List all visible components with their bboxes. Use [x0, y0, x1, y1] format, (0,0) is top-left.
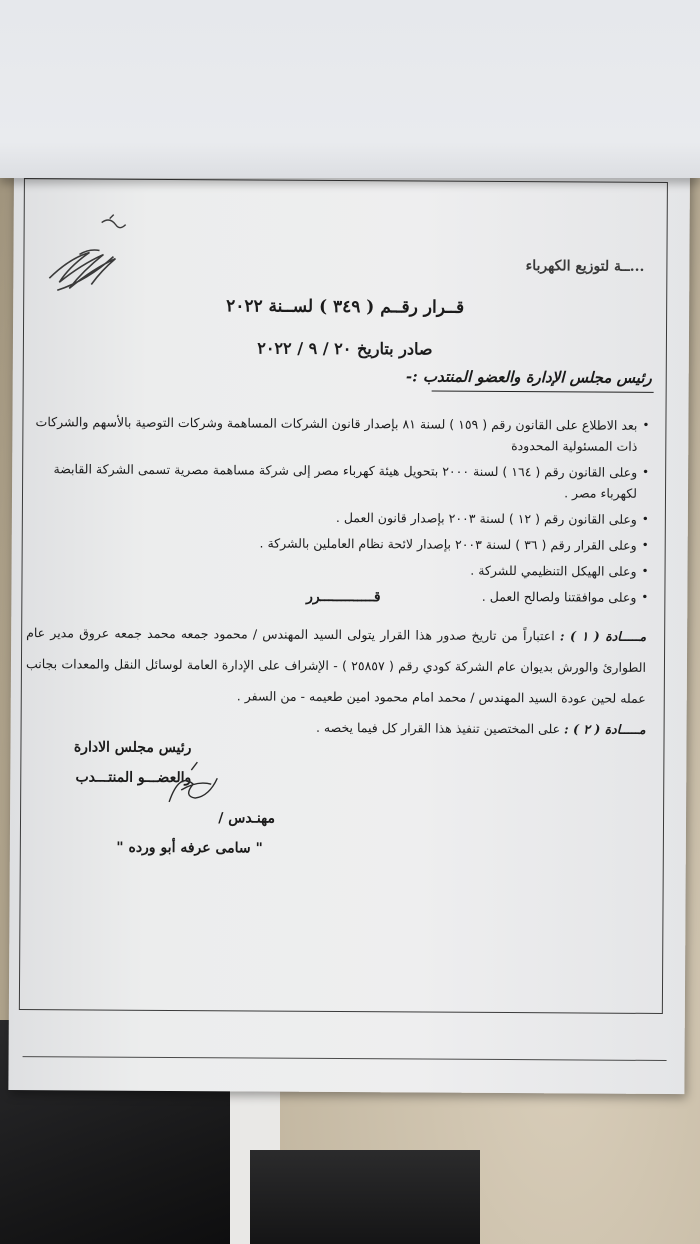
- overlapping-blank-sheet: [0, 0, 700, 178]
- preamble-item: • وعلى موافقتنا ولصالح العمل .: [28, 583, 646, 608]
- engineer-prefix: مهنـدس /: [218, 810, 276, 827]
- articles-body: [25, 617, 646, 745]
- chair-heading: رئيس مجلس الإدارة والعضو المنتدب :-: [405, 367, 652, 387]
- signer-name: " سامى عرفه أبو ورده ": [116, 839, 263, 857]
- preamble-item: • وعلى القرار رقم ( ٣٦ ) لسنة ٢٠٠٣ بإصدار لائحة نظام العاملين بالشركة .: [29, 531, 647, 556]
- company-header: ...ــة لتوزيع الكهرباء: [525, 258, 645, 275]
- article-2-text: على المختصين تنفيذ هذا القرار كل فيما يخصه .: [315, 719, 561, 737]
- heading-underline: [432, 391, 654, 393]
- article-1-text: اعتباراً من تاريخ صدور هذا القرار يتولى السيد المهندس / محمود جمعه محمد جمعه عروق مدير عام الطوارئ والورش بديوان عام الشركة كودي رقم ( ٢٥٨٥٧ ) - الإشراف على الإدارة العامة لوسائل النقل والمعدات بجانب عمله لحين عودة السيد المهندس / محمد امام محمود امين طعيمه - من السفر .: [25, 625, 647, 706]
- decision-document-page: [8, 168, 690, 1094]
- bottom-rule: [23, 1056, 667, 1061]
- article-1: [26, 617, 647, 714]
- article-2-label: مـــــادة ( ٢ ) :: [564, 721, 646, 737]
- decided-heading: قـــــــــــــرر: [306, 588, 381, 606]
- document-border-frame: [19, 178, 668, 1014]
- issue-date: صادر بتاريخ ٢٠ / ٩ / ٢٠٢٢: [257, 338, 433, 359]
- preamble-list: [28, 411, 647, 613]
- signature-title-line2: والعضـــو المنتـــدب: [75, 769, 192, 787]
- decision-title: قــرار رقــم ( ٣٤٩ ) لســنة ٢٠٢٢: [226, 296, 465, 318]
- background-dark-cloth-bottom: [250, 1150, 480, 1244]
- preamble-item: • وعلى القانون رقم ( ١٢ ) لسنة ٢٠٠٣ بإصدار قانون العمل .: [29, 505, 647, 530]
- preamble-item: • بعد الاطلاع على القانون رقم ( ١٥٩ ) لسنة ٨١ بإصدار قانون الشركات المساهمة وشركات التوصية بالأسهم والشركات ذات المسئولية المحدودة: [29, 411, 647, 457]
- preamble-item: • وعلى الهيكل التنظيمي للشركة .: [28, 557, 646, 582]
- preamble-item: • وعلى القانون رقم ( ١٦٤ ) لسنة ٢٠٠٠ بتحويل هيئة كهرباء مصر إلى شركة مساهمة مصرية تسمى الشركة القابضة لكهرباء مصر .: [29, 458, 647, 504]
- signature-title-line1: رئيس مجلس الادارة: [73, 739, 192, 757]
- article-1-label: مـــــادة ( ١ ) :: [559, 628, 647, 644]
